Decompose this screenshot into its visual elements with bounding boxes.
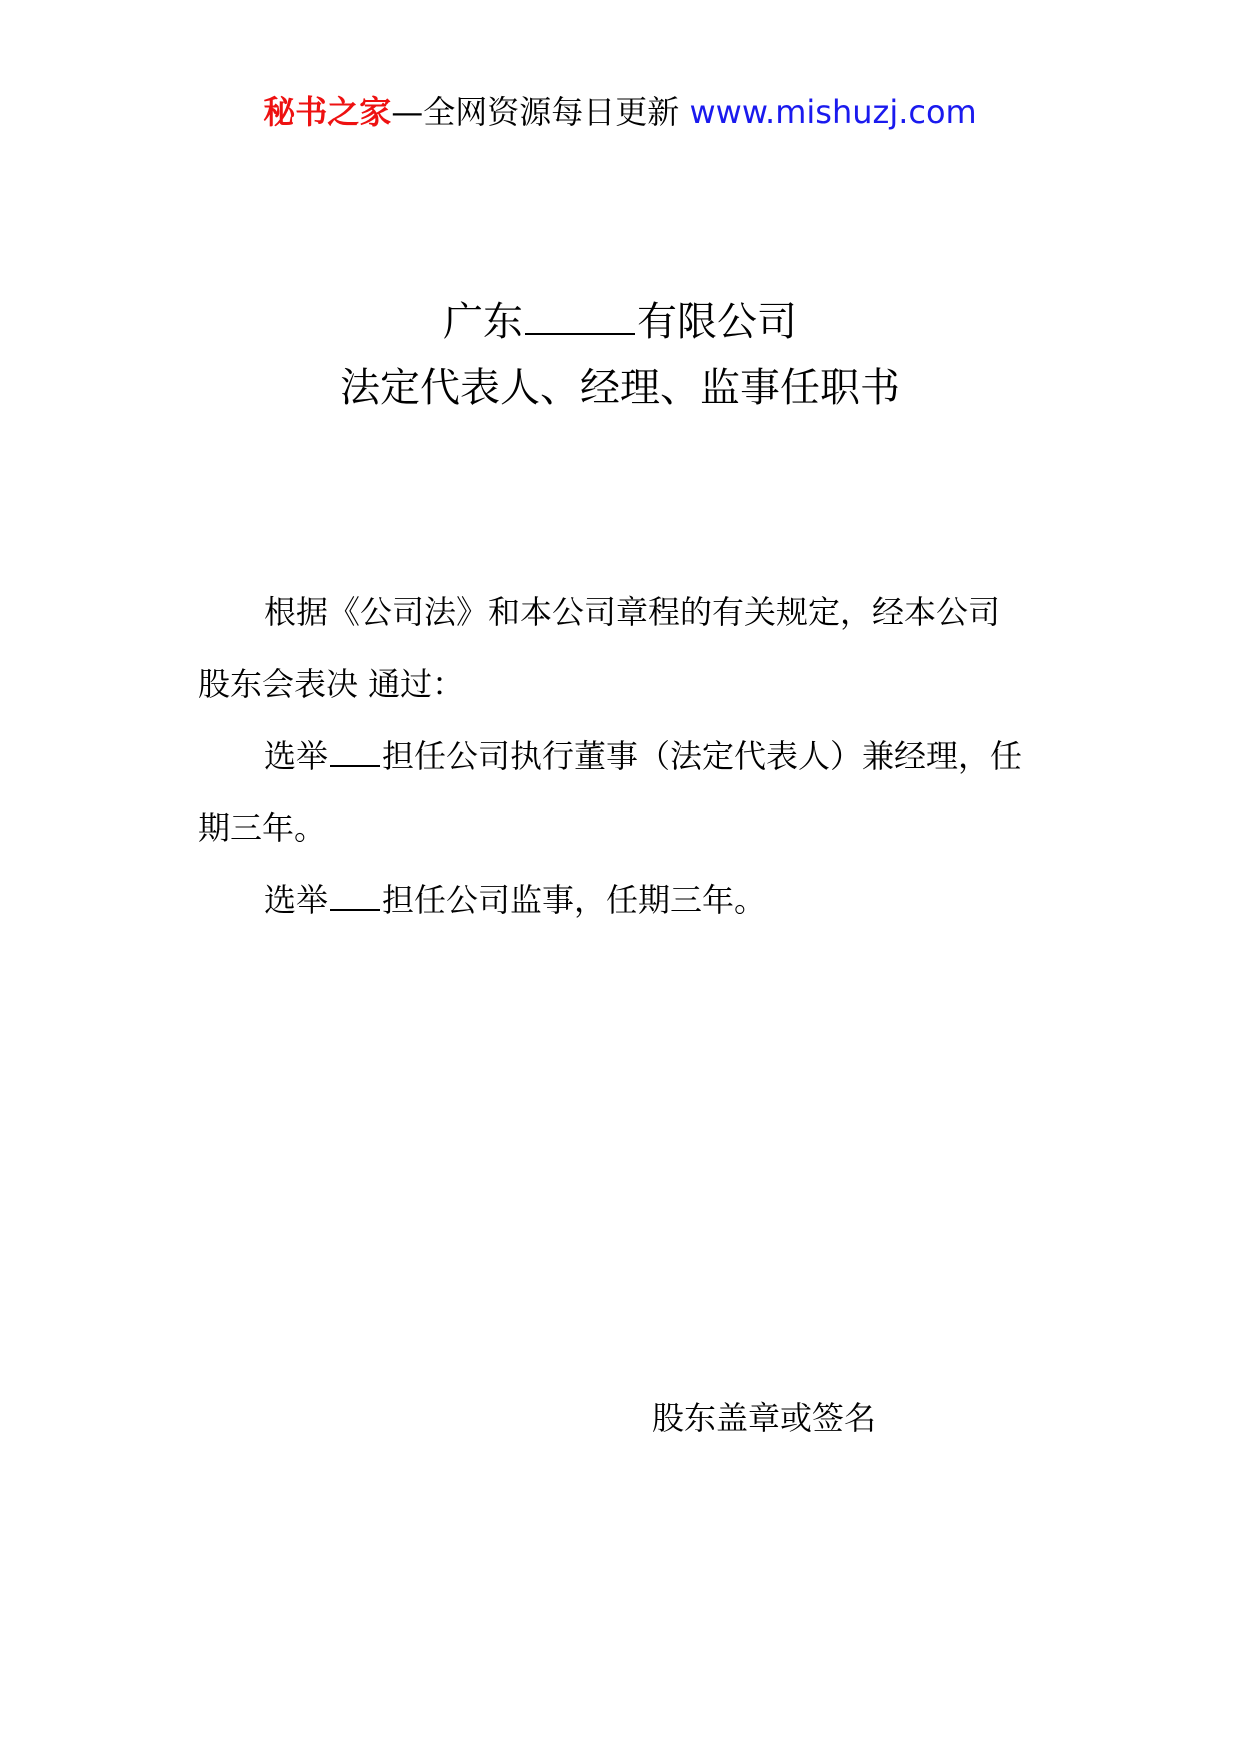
paragraph-2-line-1 <box>264 736 1022 776</box>
p2-before: 选举 <box>264 737 329 775</box>
p3-after: 担任公司监事，任期三年。 <box>382 881 767 919</box>
supervisor-name-blank <box>330 881 380 911</box>
company-name-blank <box>525 297 635 335</box>
brand-name: 秘书之家 <box>263 93 392 131</box>
paragraph-1-line-1: 根据《公司法》和本公司章程的有关规定，经本公司 <box>264 593 1001 631</box>
signature-label: 股东盖章或签名 <box>652 1399 877 1437</box>
title-suffix: 有限公司 <box>637 299 797 345</box>
p2-after: 担任公司执行董事（法定代表人）兼经理，任 <box>382 737 1023 775</box>
header-url[interactable]: www.mishuzj.com <box>689 93 977 131</box>
document-title: 法定代表人、经理、监事任职书 <box>340 365 900 411</box>
document-title-company <box>0 296 1240 348</box>
title-prefix: 广东 <box>443 299 523 345</box>
watermark-header <box>0 92 1240 132</box>
header-slogan: —全网资源每日更新 <box>391 93 680 131</box>
paragraph-2-line-2: 期三年。 <box>198 809 327 847</box>
paragraph-3-line-1 <box>264 880 766 920</box>
director-name-blank <box>330 737 380 767</box>
paragraph-1-line-2: 股东会表决 通过： <box>198 665 465 703</box>
p3-before: 选举 <box>264 881 329 919</box>
